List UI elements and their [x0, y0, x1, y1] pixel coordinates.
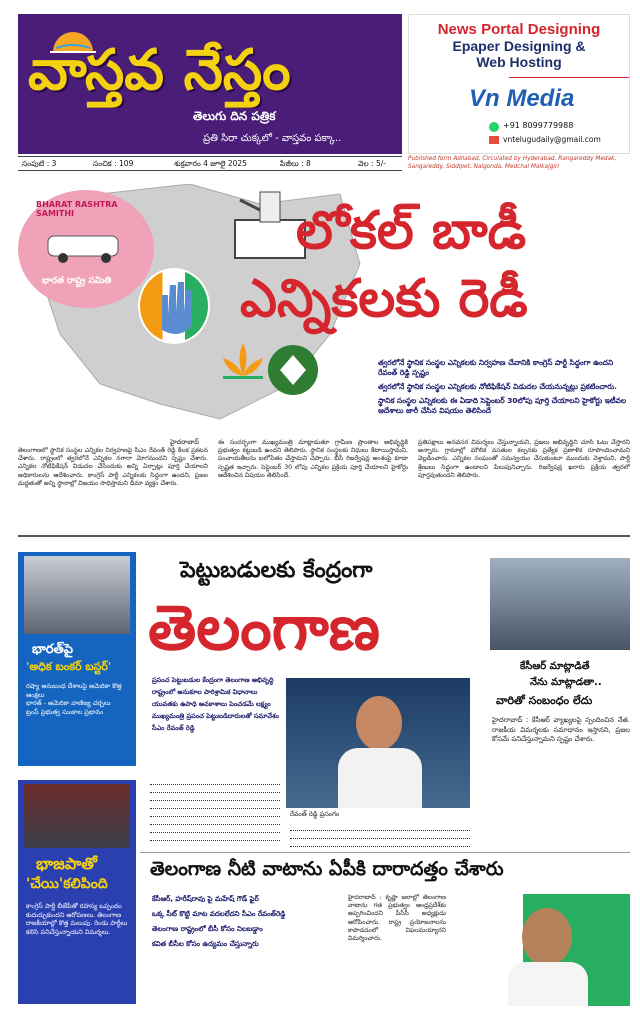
advertisement — [408, 14, 630, 154]
ad-line-1: News Portal Designing — [437, 21, 601, 38]
summary-point: త్వరలోనే స్థానిక సంస్థల ఎన్నికలకు నోటిఫికేషన్ విడుదల చేయనున్నట్లు ప్రకటించారు. — [378, 382, 617, 391]
left1-line: రష్యా అనుబంధ దేశాలపై అమెరికా కొత్త ఆంక్షలు — [26, 682, 122, 699]
invest-bullet: యువతకు ఉపాధి అవకాశాలు పెంచడమే లక్ష్యం — [152, 700, 271, 708]
bottom-body: హైదరాబాద్ : కృష్ణా జలాల్లో తెలంగాణ వాటాను గత ప్రభుత్వం ఆంధ్రప్రదేశ్‌కు అప్పగించిందని పీసీసీ అధ్యక్షుడు ఆరోపించారు. రాష్ట్ర ప్రయోజనాలను కాపాడడంలో విఫలమయ్యారని విమర్శించారు. — [348, 894, 446, 943]
whatsapp-icon — [489, 122, 499, 132]
left1-lines — [26, 682, 130, 716]
price: వెల : 5/- — [358, 159, 386, 168]
invest-bullet: రాష్ట్రంలో అనుకూల పారిశ్రామిక విధానాలు — [152, 688, 258, 696]
congress-hand-icon — [138, 268, 210, 344]
right-quote-3: వారితో సంబంధం లేదు — [496, 694, 593, 707]
left1-headline: 'అధిక బంకర్ బస్టర్' — [26, 660, 112, 673]
invest-bullet: సీఎం రేవంత్ రెడ్డి — [152, 724, 195, 732]
lead-column-3: ప్రతిపక్షాలు అనవసర విమర్శలు చేస్తున్నాయని, ప్రజలు అభివృద్ధిని చూసి ఓటు వేస్తారని అన్నారు. గ్రామాల్లో మౌలిక వసతుల కల్పనకు ప్రత్యేక ప్రణాళిక రూపొందించామని వెల్లడించారు. ఎన్నికల సంఘంతో సమన్వయం చేసుకుంటూ ముందుకు వెళ్తామని, పార్టీ శ్రేణులు సిద్ధంగా ఉండాలని పిలుపునిచ్చారు. రిజర్వేషన్ల ఖరారు ప్రక్రియ త్వరలో పూర్తవుతుందని తెలిపారు. — [418, 439, 630, 479]
invest-bullet: ప్రపంచ పెట్టుబడుల కేంద్రంగా తెలంగాణ అభివృద్ధి — [152, 676, 274, 684]
invest-bullet: ముఖ్యమంత్రి ప్రపంచ పెట్టుబడిదారులతో సమావేశం — [152, 712, 279, 720]
left2-headline-2: 'చేయి'కలిపింది — [26, 876, 108, 892]
issue-date: శుక్రవారం 4 జూలై 2025 — [174, 159, 247, 168]
dateline-bar — [18, 156, 402, 171]
lead-headline-2: ఎన్నికలకు రెడీ — [240, 269, 528, 329]
leaders-photo — [24, 556, 130, 634]
brs-flag — [18, 190, 154, 308]
ad-phone: +91 8099779988 — [503, 121, 574, 130]
brs-flag-script: భారత రాష్ట్ర సమితి — [42, 276, 112, 286]
masthead-tagline: ప్రతి సిరా చుక్కలో - వాస్తవం పక్కా.. — [203, 133, 342, 144]
mail-icon — [489, 136, 499, 144]
invest-bullets — [152, 676, 282, 733]
press-meet-photo — [24, 784, 130, 848]
bottom-line: కవిత బీసీల కోసం ఉద్యమం చేస్తున్నారు — [152, 940, 259, 948]
left1-line: భారత్ - అమెరికా వాణిజ్య చర్చలు — [26, 699, 111, 707]
masthead-subtitle: తెలుగు దిన పత్రిక — [193, 109, 276, 123]
brs-flag-text: BHARAT RASHTRA SAMITHI — [36, 200, 118, 218]
mahesh-goud-photo — [452, 894, 630, 1006]
issue: సంచిక : 109 — [93, 159, 134, 168]
right-quote-2: నేను మాట్లాడతా.. — [530, 677, 602, 688]
lead-column-1: తెలంగాణలో స్థానిక సంస్థల ఎన్నికల నిర్వహణపై సీఎం రేవంత్ రెడ్డి కీలక ప్రకటన చేశారు. రాష్ట్రంలో త్వరలోనే ఎన్నికల నగారా మోగనుందని స్పష్టం చేశారు. ఎన్నికల నోటిఫికేషన్ విడుదల చేసేందుకు అన్ని ఏర్పాట్లు పూర్తి చేయాలని అధికారులను ఆదేశించారు. కాంగ్రెస్ పార్టీ ఎన్నికలకు సిద్ధంగా ఉందని, ప్రజల మద్దతుతో అన్ని స్థానాల్లో విజయం సాధిస్తామని ధీమా వ్యక్తం చేశారు. — [18, 447, 208, 487]
ad-line-2: Epaper Designing & — [452, 38, 586, 54]
invest-body-2 — [290, 822, 470, 852]
right-quote-1: కేసీఆర్ మాట్లాడితే — [520, 661, 590, 672]
bottom-headline: తెలంగాణ నీటి వాటాను ఏపీకి దారాదత్తం చేశారు — [150, 858, 504, 880]
page-count: పేజీలు : 8 — [280, 159, 311, 168]
summary-point: త్వరలోనే స్థానిక సంస్థల ఎన్నికలకు నిర్వహణ చేవానికి కాంగ్రెస్ పార్టీ సిద్ధంగా ఉందని రేవంత్ రెడ్డి స్పష్టం — [378, 358, 614, 377]
lead-headline-1: లోకల్ బాడీ — [296, 201, 527, 261]
revanth-reddy-photo — [286, 678, 470, 808]
invest-headline: తెలంగాణ — [148, 591, 380, 664]
bottom-line: ఒక్క సీట్ కొట్టి మాట వదలలేదని సీఎం రేవంత్‌రెడ్డి — [152, 910, 286, 918]
volume: సంపుటి : 3 — [22, 159, 57, 168]
invest-body — [150, 776, 280, 846]
invest-caption: రేవంత్ రెడ్డి ప్రసంగం — [290, 810, 340, 818]
invest-kicker: పెట్టుబడులకు కేంద్రంగా — [180, 558, 373, 583]
publisher-info: Published form Adilabad, Circulated by Hyderabad, Rangareddy Medak, Sangareddy, Siddipet, Nalgonda, Medchal Malkajgiri — [408, 156, 617, 170]
ad-email: vntelugudaily@gmail.com — [503, 135, 601, 144]
masthead-title: వాస్తవ నేస్తం — [28, 38, 291, 103]
ad-brand: Vn Media — [469, 85, 575, 112]
car-icon — [38, 228, 134, 264]
left1-kicker: భారత్‌పై — [32, 642, 74, 657]
right-body: హైదరాబాద్ : కేసీఆర్ వ్యాఖ్యలపై స్పందించిన నేత. రాజకీయ విమర్శలకు సమాధానం ఇస్తానని, ప్రజల కోసమే పనిచేస్తున్నామని స్పష్టం చేశారు. — [492, 716, 630, 743]
summary-point: స్థానిక సంస్థల ఎన్నికలకు ఈ ఏడాది సెప్టెంబర్ 30లోపు పూర్తి చేయాలని హైకోర్టు ఇటీవల ఆదేశాలు జారీ చేసిన విషయం తెలిసిందే — [378, 396, 627, 415]
aimim-kite-icon — [268, 345, 318, 395]
leaders-group-photo — [490, 558, 630, 650]
left-story-2 — [18, 780, 136, 1004]
left2-headline-1: భాజపాతో — [36, 854, 97, 873]
masthead — [18, 14, 402, 154]
bottom-line: తెలంగాణ రాష్ట్రంలో బీసీ కోసం నిలబడ్డాం — [152, 925, 263, 933]
bjp-lotus-icon — [218, 338, 268, 382]
bottom-lines — [152, 894, 342, 950]
bottom-line: కేసీఆర్, హరీష్‌రావు పై మహేష్ గౌడ్ ఫైర్ — [152, 895, 259, 903]
lead-column-2: ఈ సందర్భంగా ముఖ్యమంత్రి మాట్లాడుతూ గ్రామీణ ప్రాంతాల అభివృద్ధికి ప్రభుత్వం కట్టుబడి ఉందని తెలిపారు. స్థానిక సంస్థలకు నిధులు కేటాయిస్తామని, పంచాయతీలను బలోపేతం చేస్తామని చెప్పారు. బీసీ రిజర్వేషన్ల అంశంపై కూడా స్పష్టత ఇచ్చారు. సెప్టెంబర్ 30 లోపు ఎన్నికల ప్రక్రియ పూర్తి చేయాలని హైకోర్టు ఆదేశించిన విషయం తెలిసిందే. — [218, 439, 408, 479]
left1-line: ట్రంప్ ప్రభుత్వ సుంకాల ప్రభావం — [26, 707, 104, 716]
lead-dateline: హైదరాబాద్ — [170, 438, 199, 446]
left-story-1 — [18, 552, 136, 766]
left2-body: కాంగ్రెస్ పార్టీ బీజేపీతో రహస్య ఒప్పందం కుదుర్చుకుందని ఆరోపణలు. తెలంగాణ రాజకీయాల్లో కొత్త మలుపు. రెండు పార్టీలు కలిసి పనిచేస్తున్నాయని విమర్శలు. — [26, 902, 128, 936]
lead-summary — [378, 358, 630, 438]
ad-line-3: Web Hosting — [476, 54, 562, 70]
